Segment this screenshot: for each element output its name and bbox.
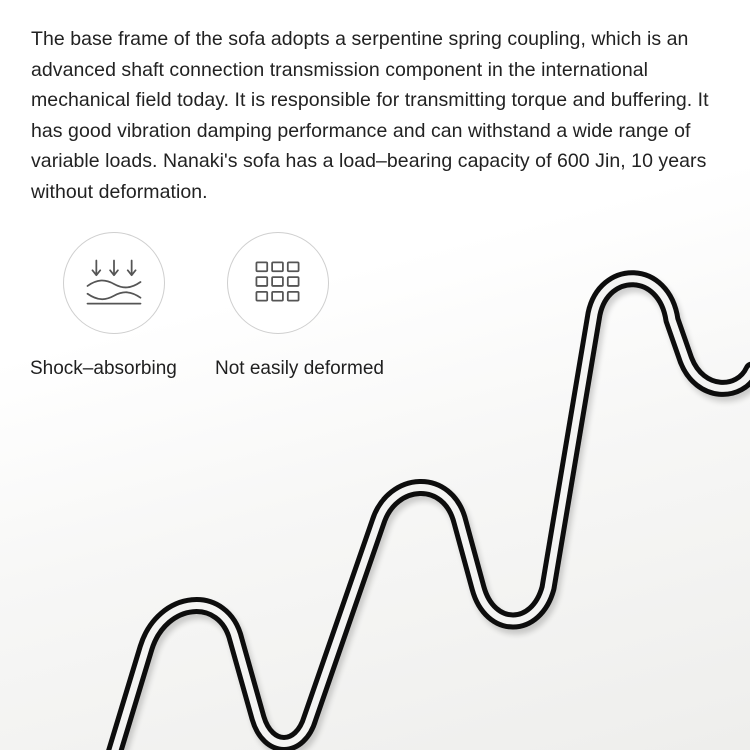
product-description: The base frame of the sofa adopts a serpentine spring coupling, which is an advanced shaft connection transmission component in the international mechanical field today. It is responsible for transmitting torque and buffering. It has good vibration damping performance and can withstand a wide range of variable loads. Nanaki's sofa has a load–bearing capacity of 600 Jin, 10 years without deformation. — [31, 28, 709, 203]
spring-wire — [112, 279, 750, 750]
shock-absorbing-badge — [63, 232, 165, 334]
not-easily-deformed-badge — [227, 232, 329, 334]
shock-absorbing-icon — [64, 233, 164, 333]
feature-label-shock-absorbing: Shock–absorbing — [30, 358, 177, 379]
spring-wire-core — [112, 279, 750, 750]
feature-label-not-easily-deformed: Not easily deformed — [215, 358, 384, 379]
grid-icon — [228, 233, 328, 333]
